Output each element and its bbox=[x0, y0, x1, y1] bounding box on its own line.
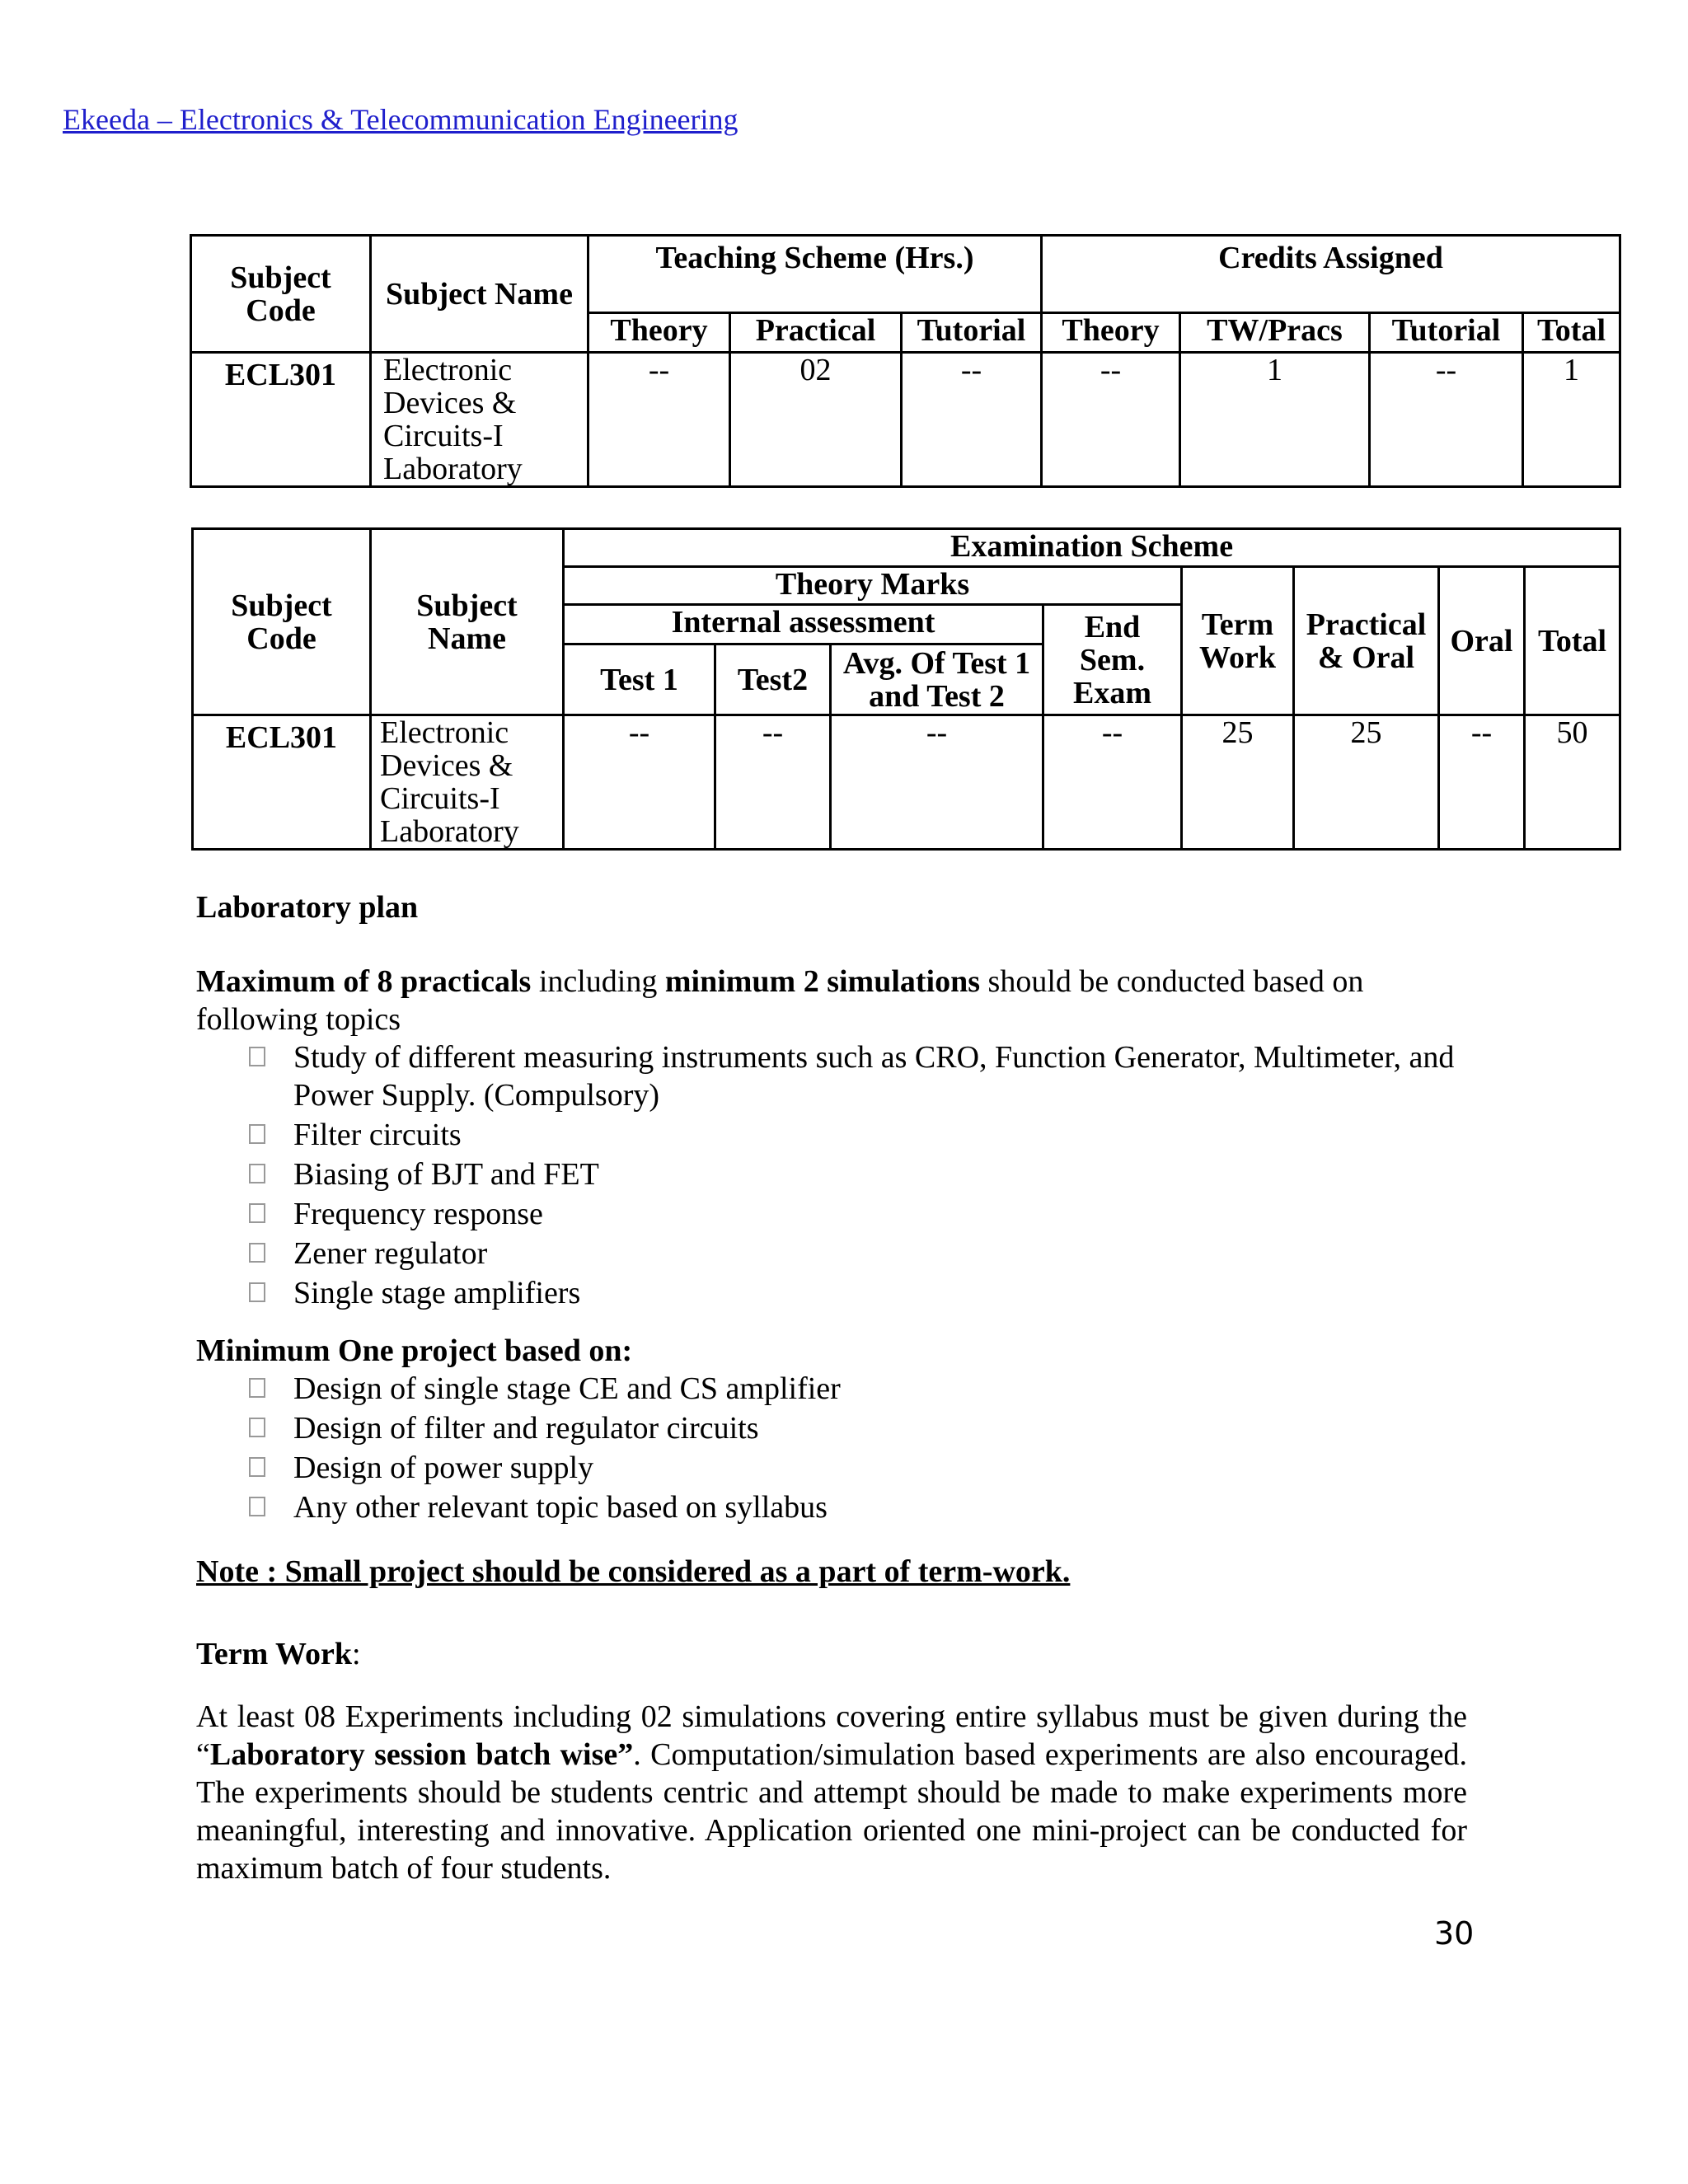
row-value: -- bbox=[1370, 353, 1523, 487]
bullet-box-icon bbox=[249, 1378, 265, 1398]
list-item: Single stage amplifiers bbox=[249, 1274, 1467, 1312]
list-item: Frequency response bbox=[249, 1195, 1467, 1233]
header-link[interactable]: Ekeeda – Electronics & Telecommunication Engineering bbox=[63, 103, 738, 136]
exam-row-value: -- bbox=[1439, 715, 1525, 850]
internal-assessment-header: Internal assessment bbox=[564, 605, 1043, 644]
list-item: Filter circuits bbox=[249, 1116, 1467, 1154]
sub-header-tw-pracs: TW/Pracs bbox=[1180, 313, 1370, 353]
exam-row-value: -- bbox=[831, 715, 1043, 850]
subject-name-header: Subject Name bbox=[371, 236, 588, 353]
list-item: Zener regulator bbox=[249, 1235, 1467, 1272]
note-text: Note : Small project should be considered as a part of term-work. bbox=[196, 1554, 1071, 1589]
avg-test-header: Avg. Of Test 1 and Test 2 bbox=[831, 644, 1043, 715]
exam-row-value: -- bbox=[564, 715, 715, 850]
end-sem-exam-header: End Sem. Exam bbox=[1043, 605, 1182, 715]
exam-row-value: 25 bbox=[1294, 715, 1439, 850]
term-work-section bbox=[196, 1635, 1467, 1887]
sub-header-practical: Practical bbox=[730, 313, 902, 353]
subject-code-header: Subject Code bbox=[191, 236, 371, 353]
list-item: Design of single stage CE and CS amplifier bbox=[249, 1370, 1467, 1408]
row-value: 02 bbox=[730, 353, 902, 487]
sub-header-theory: Theory bbox=[588, 313, 730, 353]
row-value: -- bbox=[1042, 353, 1180, 487]
project-items-list bbox=[196, 1370, 1467, 1526]
exam-row-subject-name: Electronic Devices & Circuits-I Laboratory bbox=[371, 715, 564, 850]
exam-row-value: 50 bbox=[1525, 715, 1620, 850]
list-item: Any other relevant topic based on syllabus bbox=[249, 1488, 1467, 1526]
term-work-header: Term Work bbox=[1182, 567, 1294, 715]
intro-bold-simulations: minimum 2 simulations bbox=[664, 964, 981, 999]
test2-header: Test2 bbox=[715, 644, 831, 715]
list-item: Study of different measuring instruments such as CRO, Function Generator, Multimeter, and Power Supply. (Compulsory) bbox=[249, 1038, 1467, 1114]
list-item: Biasing of BJT and FET bbox=[249, 1155, 1467, 1193]
bullet-box-icon bbox=[249, 1418, 265, 1437]
row-value: 1 bbox=[1523, 353, 1620, 487]
sub-header-tutorial: Tutorial bbox=[902, 313, 1042, 353]
project-section bbox=[196, 1332, 1467, 1528]
page-number: 30 bbox=[1434, 1915, 1475, 1952]
exam-total-header: Total bbox=[1525, 567, 1620, 715]
examination-scheme-header: Examination Scheme bbox=[564, 529, 1620, 567]
term-work-paragraph: At least 08 Experiments including 02 simulations covering entire syllabus must be given during the “Laboratory session batch wise”. Computation/simulation based experiments are also encouraged. The experiments should be students centric and attempt should be made to make experiments more meaningful, interesting and innovative. Application oriented one mini-project can be conducted for maximum batch of four students. bbox=[196, 1699, 1467, 1886]
row-value: -- bbox=[902, 353, 1042, 487]
bullet-box-icon bbox=[249, 1282, 265, 1302]
sub-header-credit-theory: Theory bbox=[1042, 313, 1180, 353]
bullet-box-icon bbox=[249, 1047, 265, 1066]
bullet-box-icon bbox=[249, 1124, 265, 1144]
lab-plan-heading: Laboratory plan bbox=[196, 890, 419, 925]
exam-row-value: 25 bbox=[1182, 715, 1294, 850]
practical-oral-header: Practical & Oral bbox=[1294, 567, 1439, 715]
project-heading: Minimum One project based on: bbox=[196, 1333, 633, 1368]
exam-row-subject-code: ECL301 bbox=[193, 715, 371, 850]
exam-subject-name-header: Subject Name bbox=[371, 529, 564, 715]
bullet-box-icon bbox=[249, 1203, 265, 1223]
teaching-scheme-header: Teaching Scheme (Hrs.) bbox=[588, 236, 1042, 313]
exam-row-value: -- bbox=[715, 715, 831, 850]
lab-plan-section bbox=[196, 888, 1467, 1314]
intro-bold-practicals: Maximum of 8 practicals bbox=[196, 964, 532, 999]
bullet-box-icon bbox=[249, 1497, 265, 1516]
row-value: -- bbox=[588, 353, 730, 487]
list-item: Design of filter and regulator circuits bbox=[249, 1409, 1467, 1447]
term-work-colon: : bbox=[351, 1637, 361, 1671]
row-value: 1 bbox=[1180, 353, 1370, 487]
oral-header: Oral bbox=[1439, 567, 1525, 715]
exam-row-value: -- bbox=[1043, 715, 1182, 850]
sub-header-credit-tutorial: Tutorial bbox=[1370, 313, 1523, 353]
lab-plan-intro bbox=[196, 963, 1467, 1038]
teaching-scheme-table bbox=[190, 234, 1621, 488]
sub-header-total: Total bbox=[1523, 313, 1620, 353]
bullet-box-icon bbox=[249, 1243, 265, 1263]
term-work-bold: Laboratory session batch wise” bbox=[209, 1737, 634, 1772]
intro-text: including bbox=[531, 964, 665, 999]
examination-scheme-table bbox=[191, 527, 1621, 851]
exam-subject-code-header: Subject Code bbox=[193, 529, 371, 715]
row-subject-code: ECL301 bbox=[191, 353, 371, 487]
credits-assigned-header: Credits Assigned bbox=[1042, 236, 1620, 313]
test1-header: Test 1 bbox=[564, 644, 715, 715]
row-subject-name: Electronic Devices & Circuits-I Laboratory bbox=[371, 353, 588, 487]
list-item: Design of power supply bbox=[249, 1449, 1467, 1487]
intro-text: should be conducted based on following topics bbox=[196, 964, 1364, 1037]
term-work-heading: Term Work bbox=[196, 1637, 352, 1671]
theory-marks-header: Theory Marks bbox=[564, 567, 1182, 605]
bullet-box-icon bbox=[249, 1164, 265, 1183]
bullet-box-icon bbox=[249, 1457, 265, 1477]
lab-topics-list bbox=[196, 1038, 1467, 1312]
